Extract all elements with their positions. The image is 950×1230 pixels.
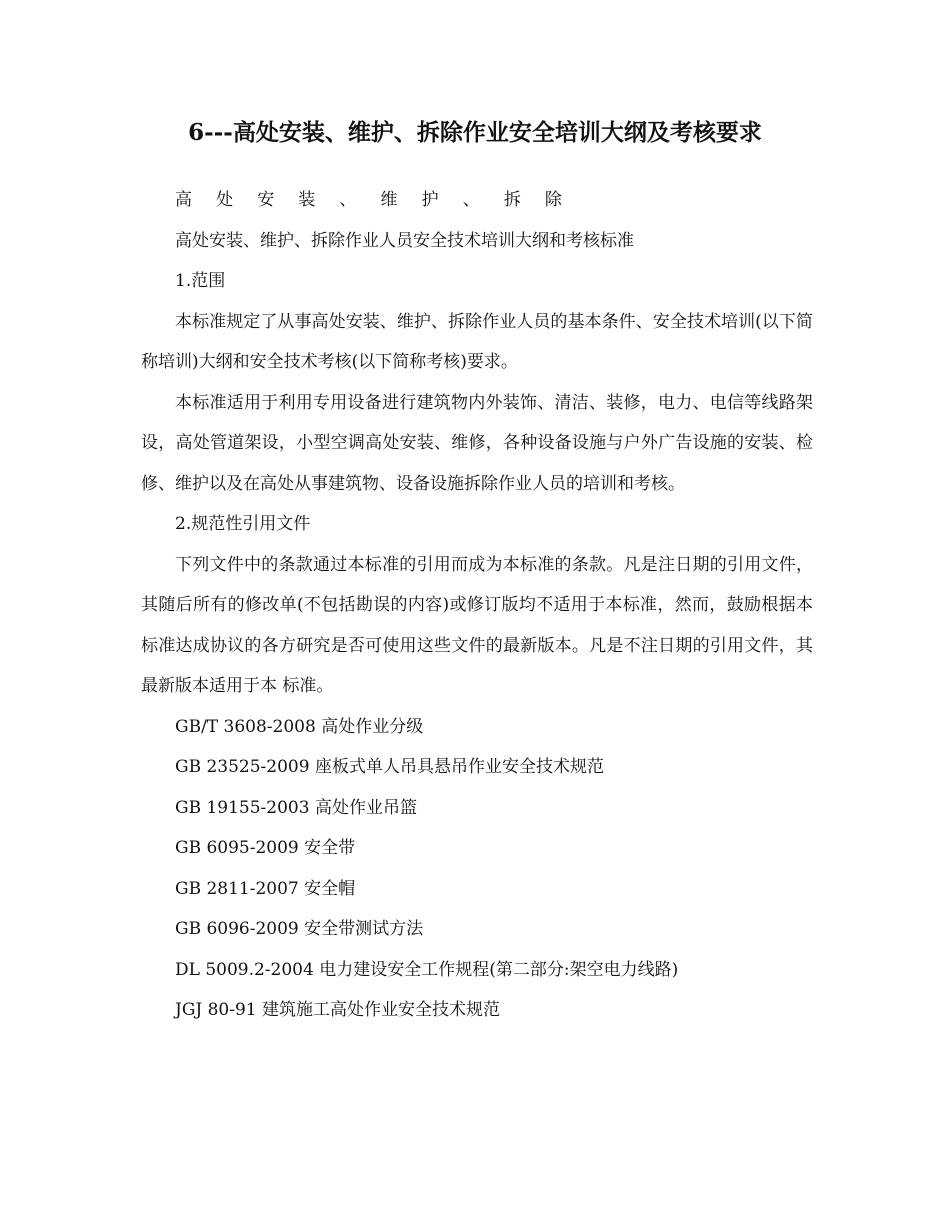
reference-item: GB 2811-2007 安全帽 (175, 878, 356, 899)
reference-item: GB 6096-2009 安全带测试方法 (175, 919, 424, 939)
section-heading-references: 2.规范性引用文件 (175, 514, 311, 534)
reference-item: JGJ 80-91 建筑施工高处作业安全技术规范 (175, 1000, 501, 1020)
spaced-heading: 高 处 安 装 、 维 护 、 拆 除 (175, 190, 572, 210)
document-subtitle: 高处安装、维护、拆除作业人员安全技术培训大纲和考核标准 (175, 230, 634, 251)
paragraph-scope-1: 本标准规定了从事高处安装、维护、拆除作业人员的基本条件、安全技术培训(以下简称培训)大纲和安全技术考核(以下简称考核)要求。 (141, 311, 813, 372)
reference-item: GB 6095-2009 安全带 (175, 838, 356, 858)
paragraph-scope-2: 本标准适用于利用专用设备进行建筑物内外装饰、清洁、装修，电力、电信等线路架设，高处管道架设，小型空调高处安装、维修，各种设备设施与户外广告设施的安装、检修、维护以及在高处从事建筑物、设备设施拆除作业人员的培训和考核。 (141, 392, 813, 494)
reference-item: DL 5009.2-2004 电力建设安全工作规程(第二部分:架空电力线路) (175, 959, 679, 980)
section-heading-scope: 1.范围 (175, 271, 226, 291)
document-title: 6---高处安装、维护、拆除作业安全培训大纲及考核要求 (188, 119, 762, 146)
document-body (141, 180, 813, 1031)
paragraph-references-1: 下列文件中的条款通过本标准的引用而成为本标准的条款。凡是注日期的引用文件，其随后所有的修改单(不包括勘误的内容)或修订版均不适用于本标准，然而，鼓励根据本标准达成协议的各方研究是否可使用这些文件的最新版本。凡是不注日期的引用文件，其最新版本适用于本 标准。 (141, 554, 813, 696)
reference-item: GB 19155-2003 高处作业吊篮 (175, 797, 417, 818)
reference-item: GB/T 3608-2008 高处作业分级 (175, 716, 424, 737)
reference-item: GB 23525-2009 座板式单人吊具悬吊作业安全技术规范 (175, 757, 604, 777)
